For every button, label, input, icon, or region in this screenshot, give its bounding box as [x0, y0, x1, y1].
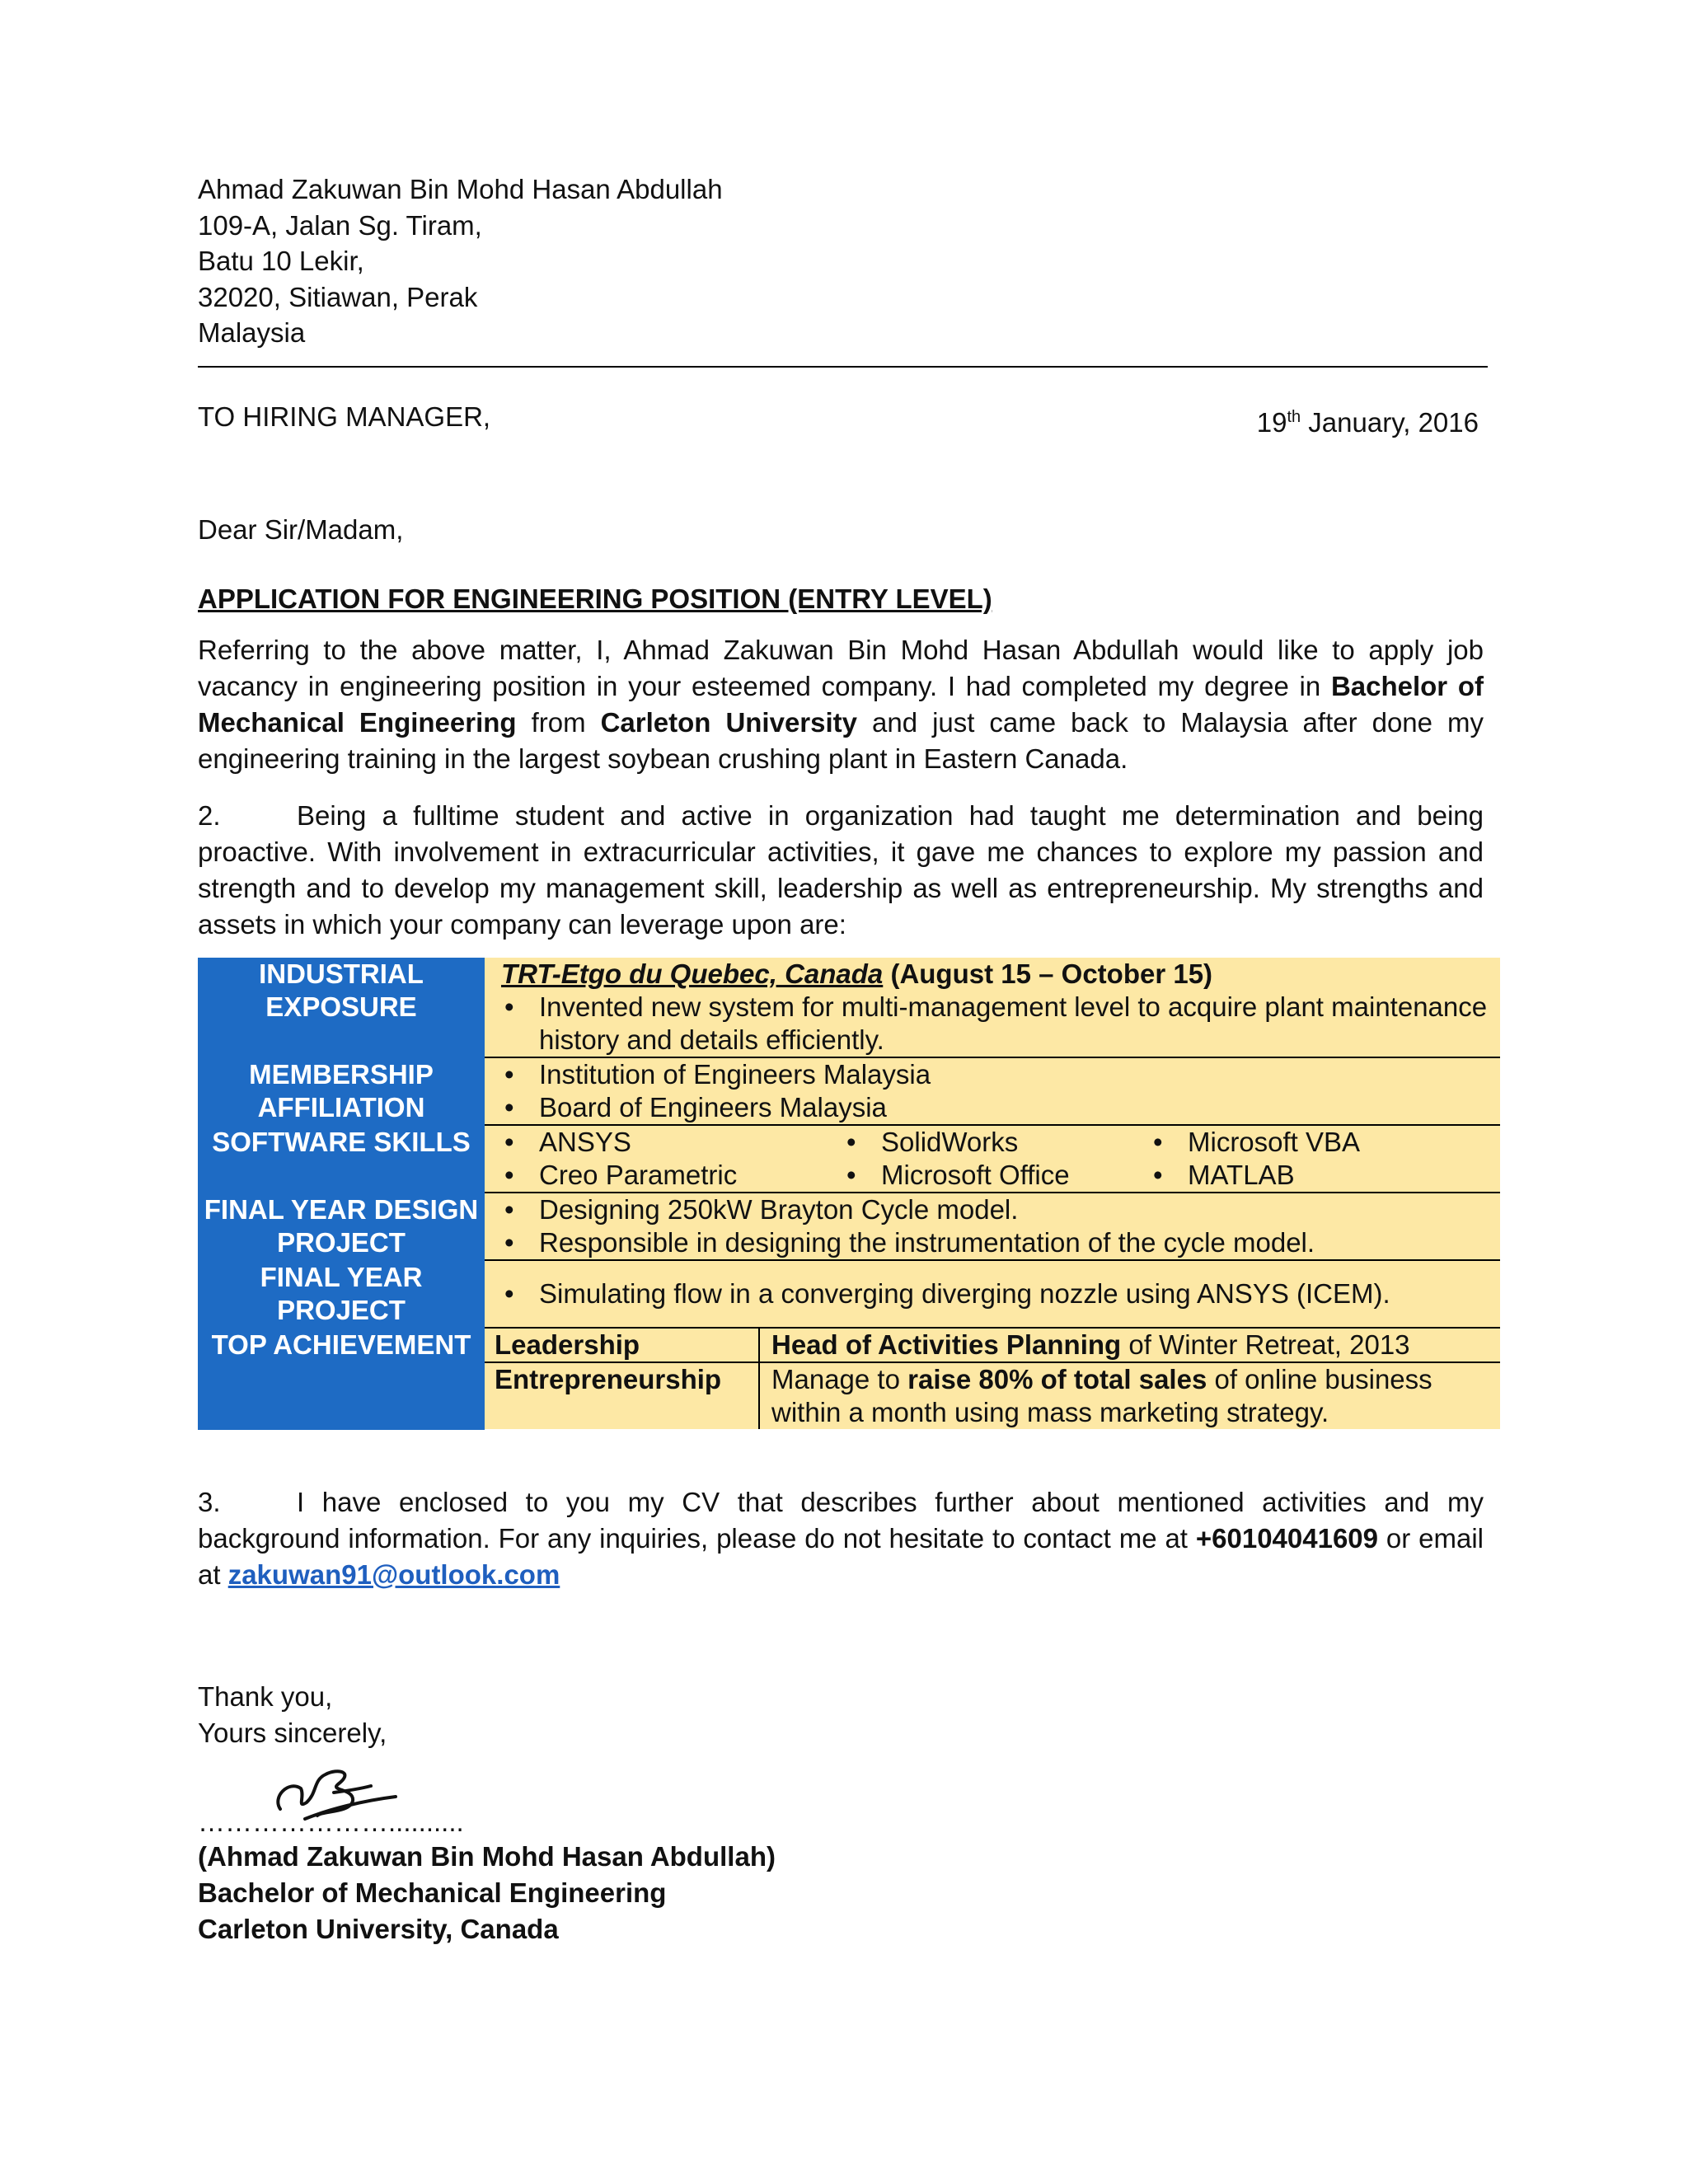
- list-item: • MATLAB: [1153, 1159, 1295, 1190]
- address-line: 32020, Sitiawan, Perak: [198, 281, 478, 312]
- table-row: [198, 1193, 1500, 1260]
- address-line: Malaysia: [198, 317, 306, 348]
- paragraph-1: Referring to the above matter, I, Ahmad Zakuwan Bin Mohd Hasan Abdullah would like to apply job vacancy in engineering position in your esteemed company. I had completed my degree in Bachelor of Mechanical Engineering from Carleton University and just came back to Malaysia after done my engineering training in the largest soybean crushing plant in Eastern Canada.: [198, 634, 1484, 774]
- signatory-degree: Bachelor of Mechanical Engineering: [198, 1877, 667, 1908]
- row-content-top: [485, 1328, 1500, 1429]
- period: (August 15 – October 15): [883, 958, 1213, 989]
- paragraph-number: 2.: [198, 799, 221, 831]
- header-divider: [198, 366, 1488, 368]
- list-item: • Simulating flow in a converging diverging nozzle using ANSYS (ICEM).: [504, 1277, 1390, 1309]
- signatory-university: Carleton University, Canada: [198, 1913, 559, 1944]
- row-content-fyp: [485, 1260, 1500, 1328]
- company-name: TRT-Etgo du Quebec, Canada: [501, 958, 884, 989]
- list-item: • ANSYS: [504, 1126, 631, 1157]
- table-row: [198, 1125, 1500, 1193]
- email-link[interactable]: zakuwan91@outlook.com: [227, 1558, 560, 1590]
- list-item: • Institution of Engineers Malaysia: [504, 1058, 931, 1090]
- list-item: • SolidWorks: [846, 1126, 1019, 1157]
- list-item: • Invented new system for multi-management level to acquire plant maintenance history and details efficiently.: [504, 991, 1488, 1055]
- row-content-software: [485, 1125, 1500, 1193]
- strengths-table: [198, 958, 1500, 1430]
- list-item: • Designing 250kW Brayton Cycle model.: [504, 1193, 1019, 1225]
- sender-name: Ahmad Zakuwan Bin Mohd Hasan Abdullah: [198, 174, 723, 204]
- signatory-name: (Ahmad Zakuwan Bin Mohd Hasan Abdullah): [198, 1840, 776, 1872]
- address-line: Batu 10 Lekir,: [198, 246, 364, 276]
- row-label-industrial: INDUSTRIAL EXPOSURE: [198, 958, 485, 1057]
- sender-address: [198, 171, 1484, 351]
- row-content-fydp: [485, 1193, 1500, 1260]
- salutation: Dear Sir/Madam,: [198, 513, 404, 545]
- list-item: • Responsible in designing the instrumentation of the cycle model.: [504, 1226, 1315, 1258]
- list-item: • Board of Engineers Malaysia: [504, 1091, 887, 1122]
- paragraph-2: 2. Being a fulltime student and active in organization had taught me determination and being proactive. With involvement in extracurricular activities, it gave me chances to explore my passion and strength and to develop my management skill, leadership as well as entrepreneurship. My strengths and assets in which your company can leverage upon are:: [198, 798, 1484, 943]
- row-label-membership: MEMBERSHIP AFFILIATION: [198, 1057, 485, 1125]
- table-row: [198, 958, 1500, 1057]
- subject-title: APPLICATION FOR ENGINEERING POSITION (ENTRY LEVEL): [198, 583, 992, 614]
- closing-yours: Yours sincerely,: [198, 1717, 387, 1748]
- signature-dots: …………………..........: [198, 1806, 464, 1837]
- letter-date: 19th January, 2016: [1256, 406, 1479, 438]
- row-label-fyp: FINAL YEAR PROJECT: [198, 1260, 485, 1328]
- software-grid: [490, 1126, 1495, 1192]
- row-content-membership: [485, 1057, 1500, 1125]
- list-item: • Microsoft VBA: [1153, 1126, 1361, 1157]
- paragraph-3: 3. I have enclosed to you my CV that describes further about mentioned activities and my background information. For any inquiries, please do not hesitate to contact me at +60104041609 or email at zakuwan91@outlook.com: [198, 1484, 1484, 1593]
- row-label-top: TOP ACHIEVEMENT: [198, 1328, 485, 1429]
- recipient: TO HIRING MANAGER,: [198, 401, 491, 432]
- list-item: • Creo Parametric: [504, 1159, 738, 1190]
- list-item: • Microsoft Office: [846, 1159, 1070, 1190]
- row-content-industrial: [485, 958, 1500, 1057]
- achievement-entrepreneurship: Entrepreneurship Manage to raise 80% of total sales of online business within a month using mass marketing strategy.: [485, 1363, 1500, 1429]
- letter-page: [198, 171, 1488, 1947]
- table-row: [198, 1328, 1500, 1429]
- row-label-fydp: FINAL YEAR DESIGN PROJECT: [198, 1193, 485, 1260]
- paragraph-number: 3.: [198, 1486, 221, 1517]
- closing-thanks: Thank you,: [198, 1680, 333, 1712]
- signature-area: [198, 1751, 1484, 1837]
- achievement-leadership: Leadership Head of Activities Planning of Winter Retreat, 2013: [485, 1329, 1500, 1363]
- row-label-software: SOFTWARE SKILLS: [198, 1125, 485, 1193]
- recipient-date-row: [198, 399, 1484, 441]
- table-row: [198, 1057, 1500, 1125]
- phone-number: +60104041609: [1195, 1522, 1379, 1554]
- table-row: [198, 1260, 1500, 1328]
- address-line: 109-A, Jalan Sg. Tiram,: [198, 209, 482, 241]
